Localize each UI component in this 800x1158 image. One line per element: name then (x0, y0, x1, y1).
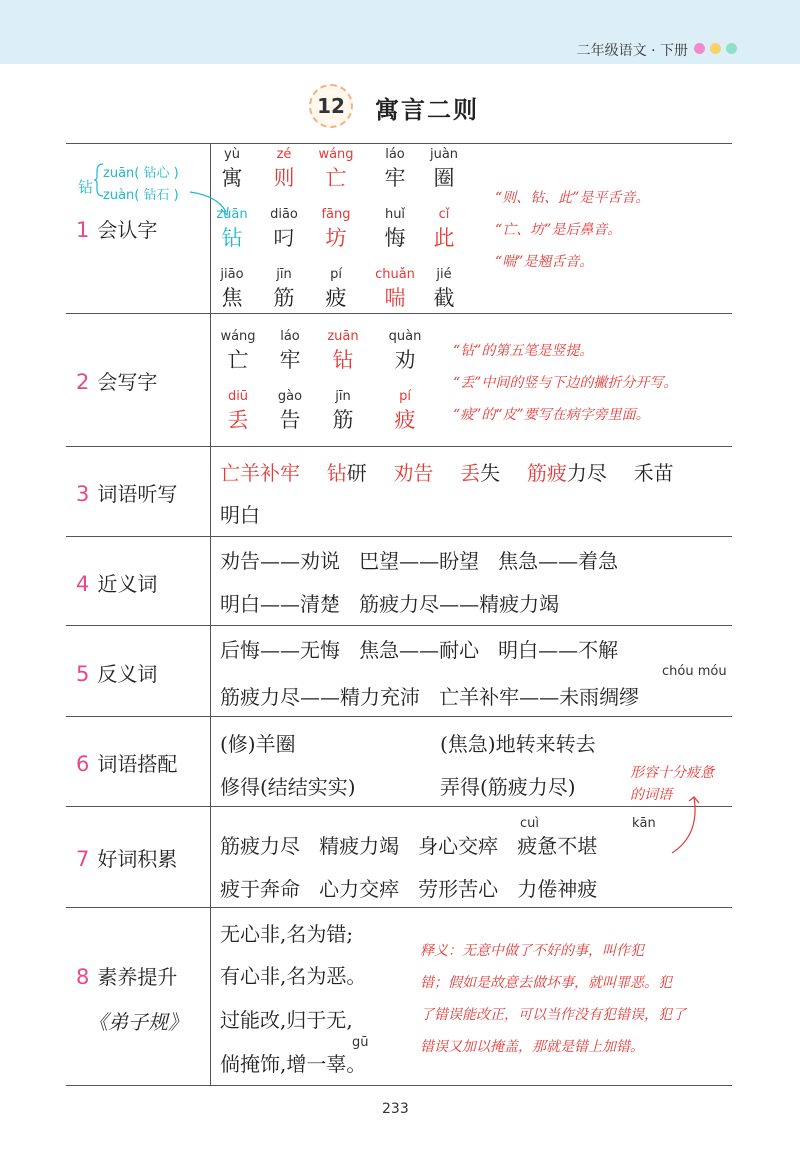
section-number: 8 (76, 965, 90, 989)
polyphone-char: 钻 (78, 178, 94, 196)
char-with-pinyin (316, 267, 356, 313)
section-name: 词语听写 (97, 482, 178, 506)
char-with-pinyin (270, 329, 310, 375)
char-with-pinyin (218, 329, 258, 375)
decor-dot-green (726, 43, 737, 54)
hanzi: 圈 (433, 166, 455, 190)
hanzi: 疲 (394, 408, 416, 432)
decor-dot-pink (694, 43, 705, 54)
section-number: 5 (76, 662, 90, 686)
char-with-pinyin (323, 389, 363, 435)
write-note-1: “钻”的第五笔是竖提。 (453, 343, 594, 359)
pinyin: chuǎn (375, 267, 415, 282)
row-divider-2 (66, 446, 732, 447)
row-divider-6 (66, 806, 732, 807)
char-with-pinyin (270, 389, 310, 435)
dizigui-line-1: 无心非,名为错; (220, 922, 354, 946)
pinyin: zuān (327, 329, 359, 344)
section-number: 6 (76, 752, 90, 776)
row-divider-3 (66, 536, 732, 537)
lesson-header (0, 86, 800, 130)
good-word-pinyin: kān (632, 816, 656, 831)
write-note-2: “丢”中间的竖与下边的撇折分开写。 (453, 375, 678, 391)
pinyin: cǐ (438, 207, 450, 222)
row-divider-5 (66, 716, 732, 717)
char-with-pinyin (424, 267, 464, 313)
arrow-icon (668, 795, 708, 857)
pinyin: diāo (270, 207, 298, 222)
table-bottom-border (66, 1085, 732, 1086)
hanzi: 亡 (325, 166, 347, 190)
char-with-pinyin (264, 207, 304, 253)
hanzi: 亡 (227, 348, 249, 372)
pinyin: jiāo (220, 267, 244, 282)
hanzi: 焦 (221, 286, 243, 310)
pinyin: láo (280, 329, 300, 344)
section-label-2 (76, 366, 157, 395)
pinyin: quàn (388, 329, 422, 344)
hanzi: 悔 (384, 226, 406, 250)
collocation-a: (修)羊圈 (220, 732, 296, 756)
dictation-word: 亡羊补 (220, 461, 280, 485)
hanzi: 截 (433, 286, 455, 310)
dictation-word: 筋疲 (526, 461, 567, 485)
section-name: 好词积累 (97, 847, 178, 871)
section-label-3 (76, 478, 177, 507)
char-with-pinyin (316, 207, 356, 253)
char-with-pinyin (424, 147, 464, 193)
dizigui-subtitle: 《弟子规》 (88, 1010, 188, 1034)
section-number: 7 (76, 847, 90, 871)
hanzi: 牢 (384, 166, 406, 190)
char-with-pinyin (316, 147, 356, 193)
collocation-b: (焦急)地转来转去 (440, 732, 596, 756)
hanzi: 钻 (332, 348, 354, 372)
good-words-line-1: 筋疲力尽 精疲力竭 身心交瘁 疲惫不堪 (220, 834, 598, 858)
dizigui-pinyin: gū (352, 1035, 369, 1050)
dictation-word: 禾苗 (633, 461, 674, 485)
antonyms-line-1: 后悔——无悔 焦急——耐心 明白——不解 (220, 638, 619, 662)
row-divider-4 (66, 625, 732, 626)
char-with-pinyin (264, 267, 304, 313)
good-words-line-2: 疲于奔命 心力交瘁 劳形苦心 力倦神疲 (220, 877, 598, 901)
pinyin: juàn (429, 147, 459, 162)
section-label-8 (76, 961, 177, 990)
good-word-pinyin: cuì (520, 816, 539, 831)
row-divider-1 (66, 313, 732, 314)
char-with-pinyin (375, 147, 415, 193)
dictation-word: 丢 (460, 461, 481, 485)
hanzi: 叼 (273, 226, 295, 250)
section-number: 3 (76, 482, 90, 506)
pinyin: yù (224, 147, 240, 162)
char-with-pinyin (424, 207, 464, 253)
dictation-word: 钻 (326, 461, 347, 485)
synonyms-line-2: 明白——清楚 筋疲力尽——精疲力竭 (220, 592, 560, 616)
collocation-note: 形容十分疲惫的词语 (630, 765, 714, 803)
dizigui-explain-2: 错；假如是故意去做坏事，就叫罪恶。犯 (420, 975, 672, 991)
section-name: 反义词 (97, 662, 158, 686)
hanzi: 寓 (221, 166, 243, 190)
table-top-border (66, 143, 732, 144)
pinyin: fāng (321, 207, 351, 222)
pinyin: gào (277, 389, 303, 404)
synonyms-line-1: 劝告——劝说 巴望——盼望 焦急——着急 (220, 549, 619, 573)
section-number: 1 (76, 218, 90, 242)
dizigui-explain-4: 错误又加以掩盖，那就是错上加错。 (420, 1039, 644, 1055)
pinyin: diū (227, 389, 249, 404)
char-with-pinyin (264, 147, 304, 193)
pinyin: huǐ (384, 207, 406, 222)
section-label-6 (76, 748, 177, 777)
section-label-5 (76, 658, 157, 687)
hanzi: 牢 (279, 348, 301, 372)
hanzi: 则 (273, 166, 295, 190)
polyphone-reading-2: zuàn( 钻石 ) (103, 188, 179, 203)
char-with-pinyin (212, 267, 252, 313)
recognize-note-2: “亡、坊”是后鼻音。 (495, 222, 622, 238)
dizigui-line-4: 倘掩饰,增一辜。 (220, 1052, 367, 1076)
recognize-note-3: “喘”是翘舌音。 (495, 254, 594, 270)
hanzi: 钻 (221, 226, 243, 250)
section-label-4 (76, 568, 157, 597)
recognize-note-1: “则、钻、此”是平舌音。 (495, 190, 650, 206)
section-name: 会认字 (97, 218, 158, 242)
book-label: 二年级语文 · 下册 (576, 43, 688, 59)
section-label-7 (76, 843, 177, 872)
top-banner (0, 0, 800, 64)
hanzi: 此 (433, 226, 455, 250)
pinyin: jié (436, 267, 452, 282)
char-with-pinyin (375, 207, 415, 253)
page-number: 233 (382, 1101, 409, 1117)
section-name: 近义词 (97, 572, 158, 596)
pinyin: zé (276, 147, 292, 162)
column-divider (210, 143, 211, 1086)
pinyin: zuān (216, 207, 248, 222)
section-number: 2 (76, 370, 90, 394)
collocation-c: 修得(结结实实) (220, 775, 356, 799)
hanzi: 筋 (332, 408, 354, 432)
hanzi: 疲 (325, 286, 347, 310)
pinyin: jīn (276, 267, 292, 282)
dictation-word: 劝告 (393, 461, 434, 485)
pinyin: wáng (220, 329, 256, 344)
row-divider-7 (66, 907, 732, 908)
pinyin: láo (385, 147, 405, 162)
pinyin: pí (399, 389, 411, 404)
dizigui-explain-3: 了错误能改正，可以当作没有犯错误，犯了 (420, 1007, 686, 1023)
dictation-word: 研 (346, 461, 367, 485)
dictation-line-1 (220, 457, 674, 486)
pinyin: wáng (318, 147, 354, 162)
dictation-line-2: 明白 (220, 503, 260, 527)
hanzi: 喘 (384, 286, 406, 310)
char-with-pinyin (375, 267, 415, 313)
pinyin: jīn (335, 389, 351, 404)
char-with-pinyin (323, 329, 363, 375)
section-number: 4 (76, 572, 90, 596)
dictation-word: 牢 (280, 461, 300, 485)
polyphone-reading-1: zuān( 钻心 ) (103, 166, 179, 181)
char-with-pinyin (385, 389, 425, 435)
antonyms-line-2: 筋疲力尽——精力充沛 亡羊补牢——未雨绸缪 (220, 685, 640, 709)
decor-dot-yellow (710, 43, 721, 54)
char-with-pinyin (212, 207, 252, 253)
section-name: 会写字 (97, 370, 158, 394)
lesson-number-badge: 12 (309, 84, 353, 128)
dizigui-line-3: 过能改,归于无, (220, 1008, 353, 1032)
section-name: 素养提升 (97, 965, 178, 989)
char-with-pinyin (218, 389, 258, 435)
dictation-word: 力尽 (566, 461, 607, 485)
hanzi: 劝 (394, 348, 416, 372)
dizigui-explain-1: 释义：无意中做了不好的事，叫作犯 (420, 943, 644, 959)
hanzi: 坊 (325, 226, 347, 250)
pinyin: pí (330, 267, 342, 282)
hanzi: 筋 (273, 286, 295, 310)
section-name: 词语搭配 (97, 752, 178, 776)
collocation-d: 弄得(筋疲力尽) (440, 775, 576, 799)
hanzi: 丢 (227, 408, 249, 432)
write-note-3: “疲”的“皮”要写在病字旁里面。 (453, 407, 650, 423)
char-with-pinyin (212, 147, 252, 193)
antonym-pinyin: chóu móu (662, 664, 727, 679)
lesson-title: 寓言二则 (375, 96, 479, 124)
char-with-pinyin (385, 329, 425, 375)
section-label-1 (76, 214, 157, 243)
dizigui-line-2: 有心非,名为恶。 (220, 964, 367, 988)
dictation-word: 失 (480, 461, 501, 485)
hanzi: 告 (279, 408, 301, 432)
